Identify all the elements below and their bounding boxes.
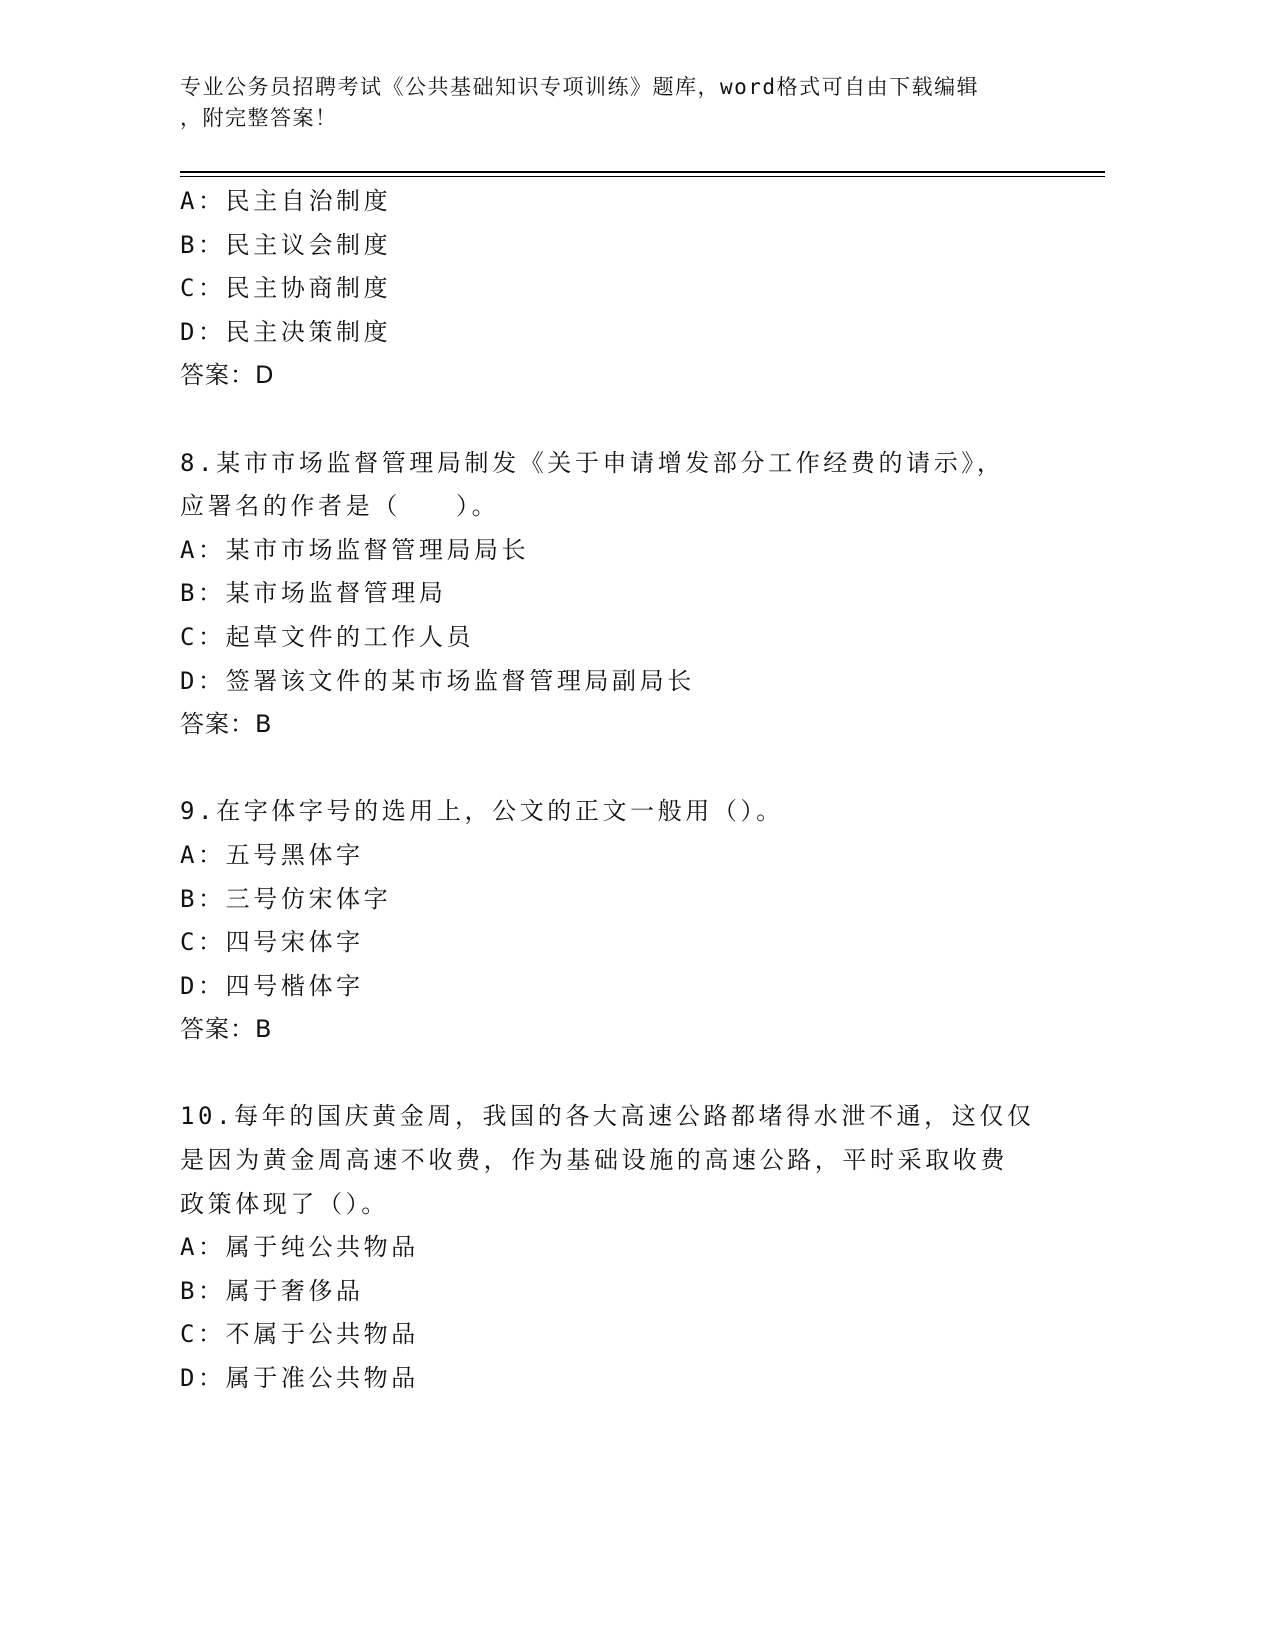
header-line-1: 专业公务员招聘考试《公共基础知识专项训练》题库，word格式可自由下载编辑 xyxy=(180,75,980,99)
option-c: C：不属于公共物品 xyxy=(180,1320,419,1349)
question-8 xyxy=(180,442,1060,747)
option-c: C：四号宋体字 xyxy=(180,928,364,957)
question-stem: 10.每年的国庆黄金周，我国的各大高速公路都堵得水泄不通，这仅仅 xyxy=(180,1102,1035,1131)
header-rule-thin xyxy=(180,176,1105,177)
answer: 答案：D xyxy=(180,361,275,390)
option-a: A：某市市场监督管理局局长 xyxy=(180,535,530,564)
option-d: D：四号楷体字 xyxy=(180,971,364,1000)
option-a: A：属于纯公共物品 xyxy=(180,1233,419,1262)
question-stem: 应署名的作者是（ ）。 xyxy=(180,492,500,521)
option-d: D：民主决策制度 xyxy=(180,317,392,346)
option-d: D：签署该文件的某市场监督管理局副局长 xyxy=(180,666,695,695)
option-d: D：属于准公共物品 xyxy=(180,1364,419,1393)
option-b: B：属于奢侈品 xyxy=(180,1276,364,1305)
question-stem: 8.某市市场监督管理局制发《关于申请增发部分工作经费的请示》， xyxy=(180,448,1005,477)
question-7 xyxy=(180,180,1060,398)
question-10 xyxy=(180,1095,1060,1400)
option-c: C：起草文件的工作人员 xyxy=(180,622,475,651)
question-stem: 政策体现了（）。 xyxy=(180,1189,389,1218)
option-c: C：民主协商制度 xyxy=(180,274,392,303)
option-a: A：五号黑体字 xyxy=(180,840,364,869)
option-b: B：三号仿宋体字 xyxy=(180,884,392,913)
option-b: B：某市场监督管理局 xyxy=(180,579,447,608)
answer: 答案：B xyxy=(180,1015,273,1044)
answer: 答案：B xyxy=(180,710,273,739)
document-header xyxy=(180,72,1060,134)
option-a: A：民主自治制度 xyxy=(180,187,392,215)
question-9 xyxy=(180,790,1060,1052)
option-b: B：民主议会制度 xyxy=(180,230,392,259)
header-rule-thick xyxy=(180,171,1105,173)
question-list xyxy=(180,180,1060,1401)
header-line-2: ，附完整答案！ xyxy=(180,106,338,130)
question-stem: 9.在字体字号的选用上，公文的正文一般用（）。 xyxy=(180,797,784,826)
question-stem: 是因为黄金周高速不收费，作为基础设施的高速公路，平时采取收费 xyxy=(180,1146,1008,1175)
